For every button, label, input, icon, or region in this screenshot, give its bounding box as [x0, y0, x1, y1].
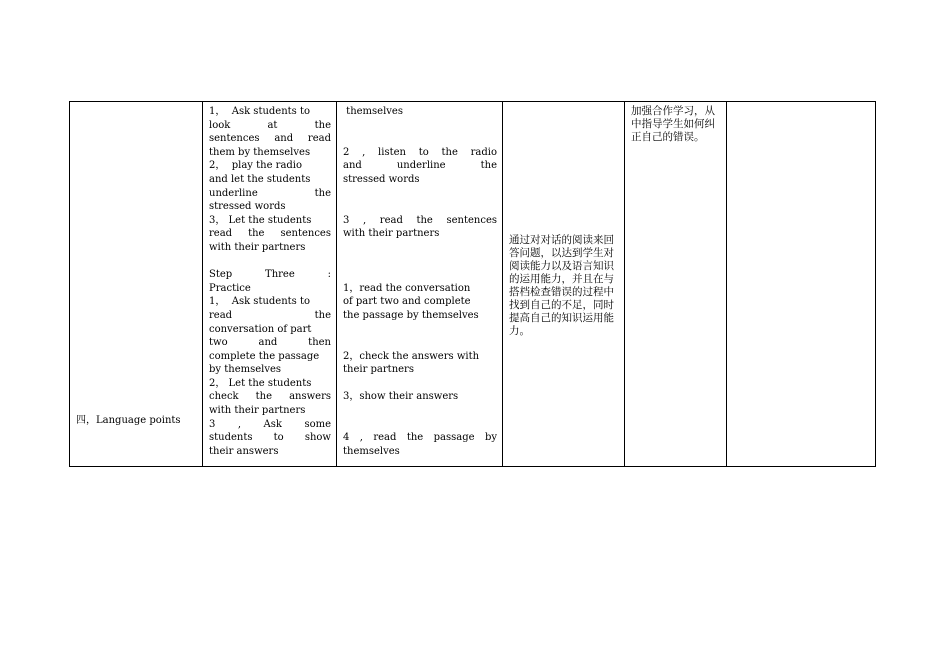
teacher-step-line: underline the — [209, 187, 331, 199]
teacher-step-line: complete the passage — [209, 350, 320, 362]
teacher-step-line: sentences and read — [209, 133, 331, 145]
student-step-line: 1，read the conversation — [343, 282, 471, 294]
lesson-plan-table — [69, 101, 876, 467]
teacher-step-line: check the answers — [209, 391, 331, 403]
student-step-line: of part two and complete — [343, 296, 471, 308]
teacher-step-line: conversation of part — [209, 323, 312, 335]
student-step-line: 2 , listen to the radio — [343, 146, 497, 158]
teacher-step-line: them by themselves — [209, 146, 311, 158]
teacher-step-line: look at the — [209, 119, 331, 131]
stage-cell — [70, 102, 203, 467]
teacher-step-line: Practice — [209, 282, 251, 294]
teacher-step-line: their answers — [209, 445, 279, 457]
student-step-line: 3 , read the sentences — [343, 214, 497, 226]
teacher-step-line: 1， Ask students to — [209, 106, 311, 117]
teacher-step-line: and let the students — [209, 173, 311, 185]
teacher-step-line: 3， Let the students — [209, 214, 312, 226]
student-step-line: themselves — [343, 445, 400, 457]
teacher-step-line: read the — [209, 309, 331, 321]
student-step-line: 3，show their answers — [343, 391, 459, 403]
design-purpose-text: 通过对对话的阅读来回答问题，以达到学生对阅读能力以及语言知识的运用能力，并且在与搭档检查错误的过程中找到自己的不足，同时提高自己的知识运用能力。 — [509, 233, 614, 337]
teacher-activity-cell — [203, 102, 337, 467]
teacher-step-line: 2， play the radio — [209, 160, 303, 172]
teacher-step-line: by themselves — [209, 364, 282, 376]
student-step-line: the passage by themselves — [343, 309, 479, 321]
design-purpose-cell — [503, 102, 625, 467]
teacher-step-line: with their partners — [209, 405, 306, 417]
stage-label: 四，Language points — [76, 415, 181, 427]
teacher-step-line: with their partners — [209, 241, 306, 253]
teacher-step-line: Step Three : — [209, 269, 331, 281]
teacher-step-line: two and then — [209, 337, 331, 349]
teacher-step-line: 2， Let the students — [209, 377, 312, 389]
student-step-line: 4 , read the passage by — [343, 432, 497, 444]
teacher-step-line: stressed words — [209, 201, 286, 213]
note-text: 加强合作学习，从中指导学生如何纠正自己的错误。 — [631, 105, 715, 143]
teacher-step-line: 3 , Ask some — [209, 418, 331, 430]
teacher-step-line: 1， Ask students to — [209, 296, 311, 308]
student-step-line: stressed words — [343, 173, 420, 185]
student-step-line: their partners — [343, 364, 414, 376]
teacher-step-line: students to show — [209, 432, 331, 444]
student-step-line: themselves — [343, 106, 403, 117]
teacher-step-line: read the sentences — [209, 228, 331, 240]
extra-cell — [727, 102, 876, 467]
student-activity-cell — [337, 102, 503, 467]
student-step-line: 2，check the answers with — [343, 350, 480, 362]
note-cell — [625, 102, 727, 467]
student-step-line: and underline the — [343, 160, 497, 172]
student-step-line: with their partners — [343, 228, 440, 240]
table-row — [70, 102, 876, 467]
